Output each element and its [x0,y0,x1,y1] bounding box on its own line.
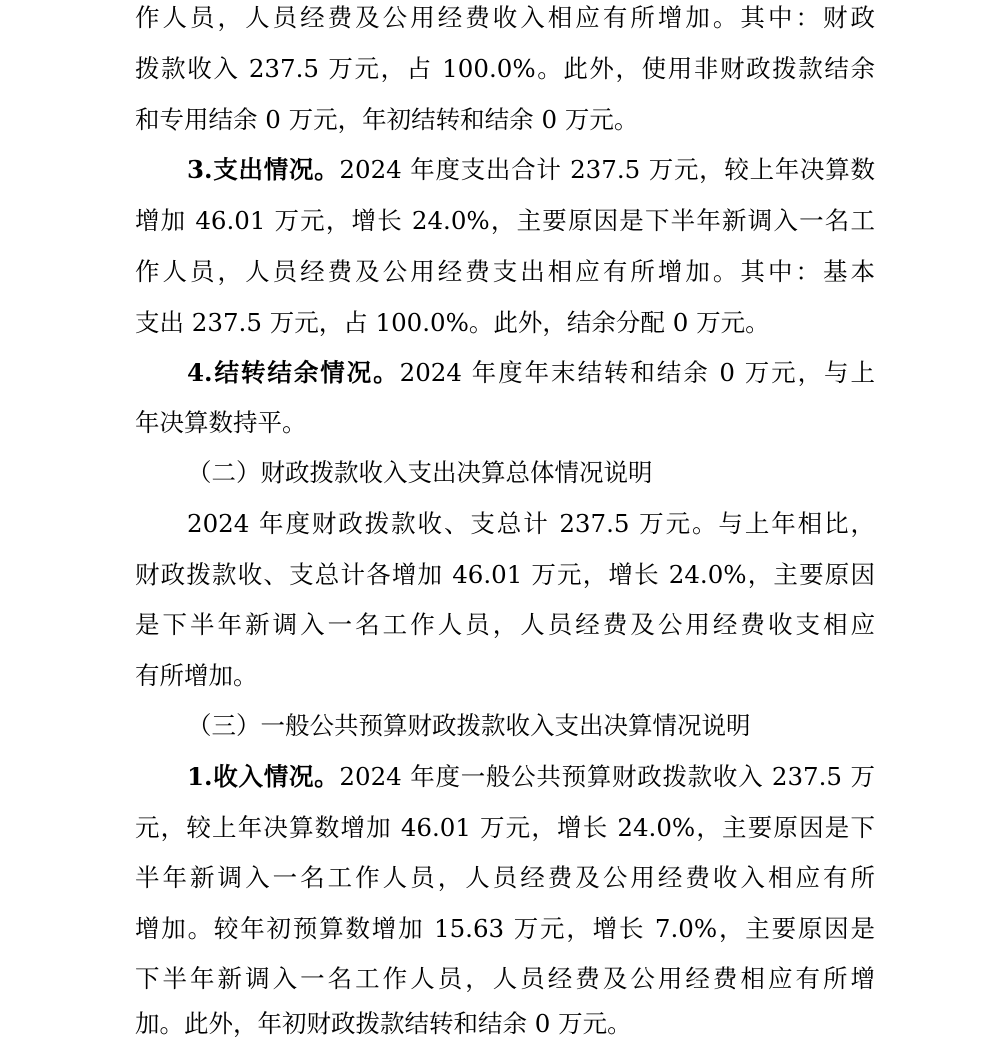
paragraph-line-11 [187,506,875,542]
section-income-heading-line [187,759,875,795]
line-text: 增加 46.01 万元，增长 24.0%，主要原因是下半年新调入一名工 [135,206,875,235]
paragraph-line-6 [135,254,875,290]
paragraph-line-5 [135,203,875,239]
section-expenditure-heading-line [187,152,875,188]
paragraph-line-21 [135,1006,875,1042]
paragraph-line-9 [135,405,875,441]
line-text: 作人员，人员经费及公用经费支出相应有所增加。其中：基本 [135,257,875,286]
section-lead-income: 1.收入情况。 [187,762,340,791]
paragraph-line-19 [135,911,875,947]
line-text: 2024 年度支出合计 237.5 万元，较上年决算数 [339,155,875,184]
paragraph-line-3 [135,102,875,138]
section-heading-2 [187,455,875,491]
section-heading-text: （三）一般公共预算财政拨款收入支出决算情况说明 [187,711,751,740]
paragraph-line-2 [135,51,875,87]
section-heading-3 [187,708,875,744]
line-text: 下半年新调入一名工作人员，人员经费及公用经费相应有所增 [135,964,875,993]
line-text: 拨款收入 237.5 万元，占 100.0%。此外，使用非财政拨款结余 [135,54,875,83]
line-text: 有所增加。 [135,661,258,690]
line-text: 2024 年度年末结转和结余 0 万元，与上 [399,358,875,387]
line-text: 支出 237.5 万元，占 100.0%。此外，结余分配 0 万元。 [135,308,770,337]
paragraph-line-14 [135,658,875,694]
line-text: 半年新调入一名工作人员，人员经费及公用经费收入相应有所 [135,863,875,892]
line-text: 年决算数持平。 [135,408,307,437]
line-text: 2024 年度一般公共预算财政拨款收入 237.5 万 [339,762,875,791]
paragraph-line-1 [135,0,875,36]
section-lead-expenditure: 3.支出情况。 [187,155,340,184]
line-text: 元，较上年决算数增加 46.01 万元，增长 24.0%，主要原因是下 [135,813,875,842]
line-text: 2024 年度财政拨款收、支总计 237.5 万元。与上年相比， [187,509,875,538]
line-text: 加。此外，年初财政拨款结转和结余 0 万元。 [135,1009,632,1038]
line-text: 作人员，人员经费及公用经费收入相应有所增加。其中：财政 [135,3,875,32]
line-text: 财政拨款收、支总计各增加 46.01 万元，增长 24.0%，主要原因 [135,560,875,589]
line-text: 增加。较年初预算数增加 15.63 万元，增长 7.0%，主要原因是 [135,914,875,943]
line-text: 和专用结余 0 万元，年初结转和结余 0 万元。 [135,105,639,134]
paragraph-line-7 [135,305,875,341]
paragraph-line-13 [135,607,875,643]
paragraph-line-17 [135,810,875,846]
section-lead-carryover: 4.结转结余情况。 [187,358,400,387]
section-heading-text: （二）财政拨款收入支出决算总体情况说明 [187,458,653,487]
section-carryover-heading-line [187,355,875,391]
line-text: 是下半年新调入一名工作人员，人员经费及公用经费收支相应 [135,610,875,639]
paragraph-line-18 [135,860,875,896]
paragraph-line-12 [135,557,875,593]
paragraph-line-20 [135,961,875,997]
